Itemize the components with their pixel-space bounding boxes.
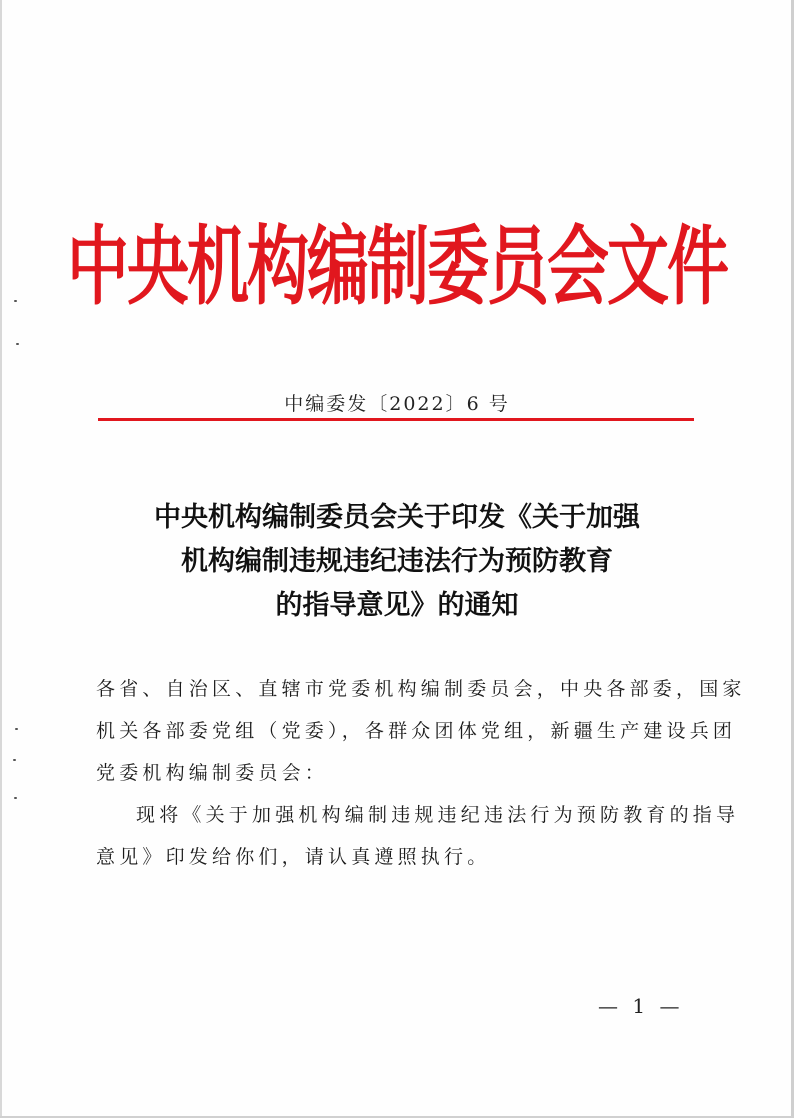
recipients-line: 党委机构编制委员会： — [96, 762, 329, 784]
document-number: 中编委发〔2022〕6 号 — [284, 393, 510, 415]
scan-speck — [13, 759, 16, 761]
body-paragraph — [96, 794, 740, 878]
notice-title — [0, 496, 794, 628]
recipients-block — [96, 668, 746, 794]
notice-title-line: 中央机构编制委员会关于印发《关于加强 — [154, 502, 640, 533]
body-line: 现将《关于加强机构编制违规违纪违法行为预防教育的指导 — [136, 804, 740, 826]
scan-speck — [16, 343, 19, 345]
notice-title-line: 的指导意见》的通知 — [275, 590, 519, 621]
page-number: — 1 — — [598, 994, 684, 1018]
recipients-line: 机关各部委党组（党委），各群众团体党组，新疆生产建设兵团 — [96, 720, 737, 742]
scan-speck — [14, 797, 17, 799]
recipients-line: 各省、自治区、直辖市党委机构编制委员会，中央各部委，国家 — [96, 678, 746, 700]
body-line: 意见》印发给你们，请认真遵照执行。 — [96, 846, 491, 868]
red-divider-line — [98, 418, 694, 421]
scan-speck — [15, 728, 18, 730]
issuer-red-header: 中央机构编制委员会文件 — [66, 215, 727, 317]
notice-title-line: 机构编制违规违纪违法行为预防教育 — [181, 546, 613, 577]
